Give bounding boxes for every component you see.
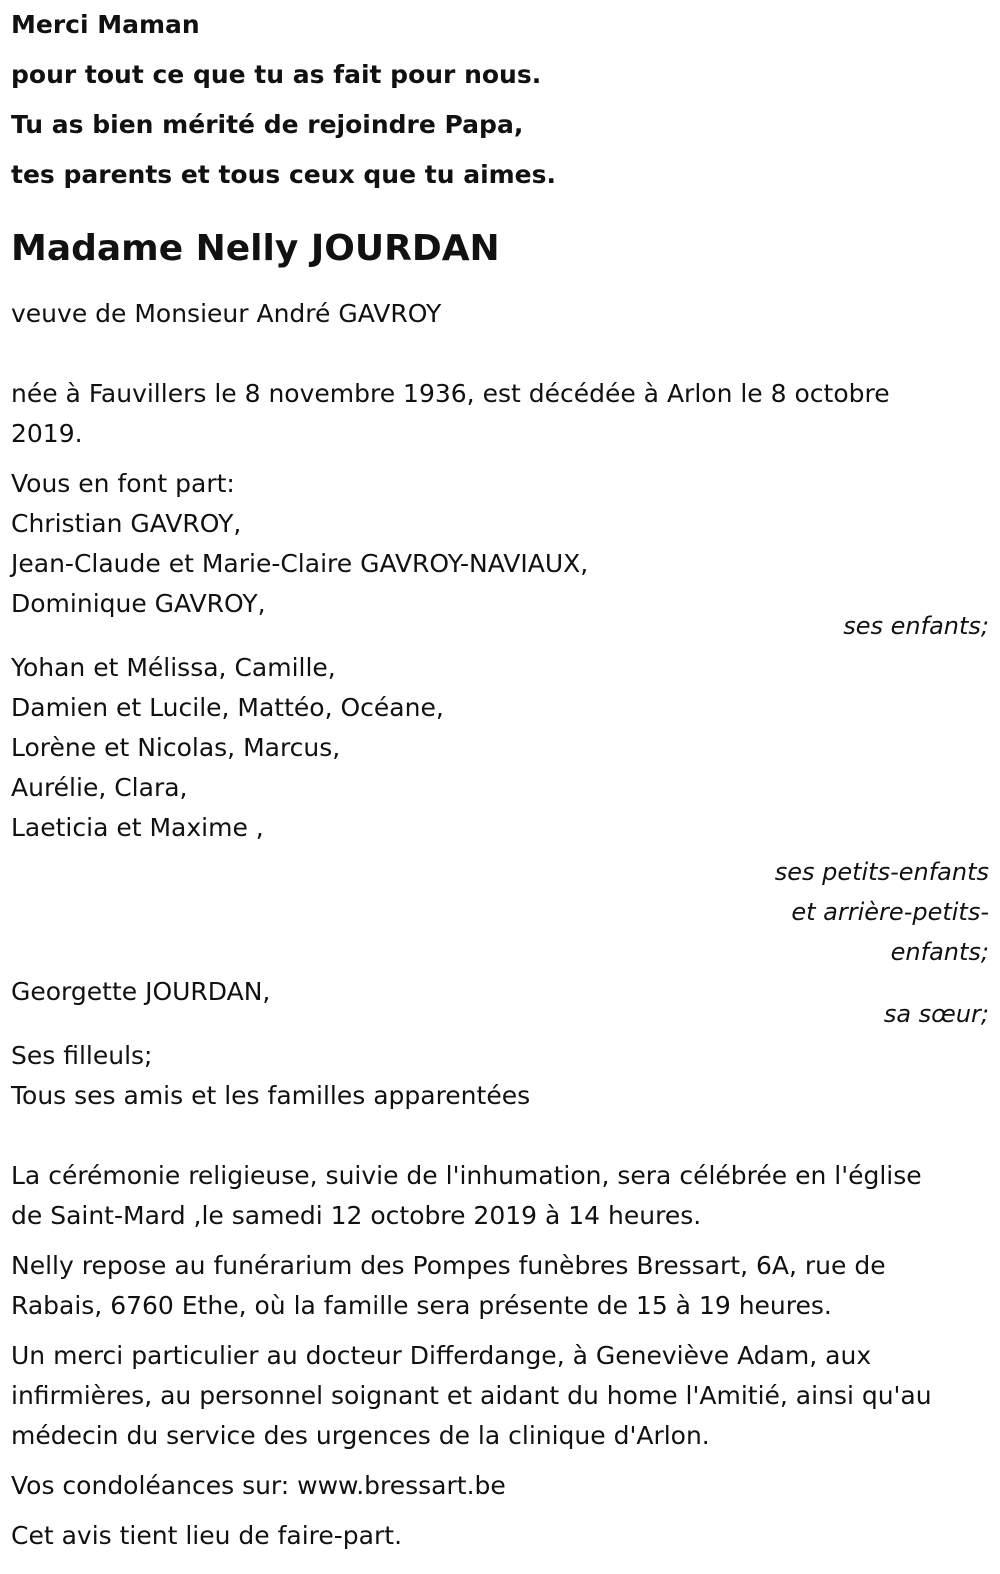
announce-intro: Vous en font part: bbox=[11, 469, 235, 498]
intro-line: Merci Maman bbox=[11, 10, 200, 39]
label-line: ses petits-enfants bbox=[774, 858, 989, 886]
list-item: Yohan et Mélissa, Camille, bbox=[11, 653, 336, 682]
list-item: Ses filleuls; bbox=[11, 1041, 153, 1070]
children-label: ses enfants; bbox=[843, 612, 989, 640]
list-item: Damien et Lucile, Mattéo, Océane, bbox=[11, 693, 444, 722]
rest-line: Rabais, 6760 Ethe, où la famille sera présente de 15 à 19 heures. bbox=[11, 1291, 832, 1320]
thanks-line: infirmières, au personnel soignant et aidant du home l'Amitié, ainsi qu'au bbox=[11, 1381, 932, 1410]
intro-line: pour tout ce que tu as fait pour nous. bbox=[11, 60, 542, 89]
deceased-name: Madame Nelly JOURDAN bbox=[11, 228, 500, 269]
rest-line: Nelly repose au funérarium des Pompes funèbres Bressart, 6A, rue de bbox=[11, 1251, 886, 1280]
list-item: Laeticia et Maxime , bbox=[11, 813, 264, 842]
grandchildren-list bbox=[11, 648, 989, 848]
list-item: Jean-Claude et Marie-Claire GAVROY-NAVIAUX, bbox=[11, 549, 589, 578]
rest-info bbox=[11, 1246, 989, 1326]
list-item: Dominique GAVROY, bbox=[11, 589, 266, 618]
intro-line: Tu as bien mérité de rejoindre Papa, bbox=[11, 110, 524, 139]
sister-name: Georgette JOURDAN, bbox=[11, 977, 271, 1006]
grandchildren-label bbox=[11, 852, 989, 972]
list-item: Tous ses amis et les familles apparentées bbox=[11, 1081, 531, 1110]
label-line: et arrière-petits- bbox=[791, 898, 989, 926]
notice-text: Cet avis tient lieu de faire-part. bbox=[11, 1521, 403, 1550]
condolences-info: Vos condoléances sur: www.bressart.be bbox=[11, 1471, 506, 1500]
birth-death-info: née à Fauvillers le 8 novembre 1936, est décédée à Arlon le 8 octobre 2019. bbox=[11, 379, 890, 448]
thanks-line: Un merci particulier au docteur Differdange, à Geneviève Adam, aux bbox=[11, 1341, 872, 1370]
thanks-info bbox=[11, 1336, 989, 1456]
ceremony-info bbox=[11, 1156, 989, 1236]
list-item: Lorène et Nicolas, Marcus, bbox=[11, 733, 341, 762]
list-item: Aurélie, Clara, bbox=[11, 773, 188, 802]
widow-of: veuve de Monsieur André GAVROY bbox=[11, 299, 442, 328]
ceremony-line: de Saint-Mard ,le samedi 12 octobre 2019 à 14 heures. bbox=[11, 1201, 702, 1230]
sister-label: sa sœur; bbox=[883, 1000, 989, 1028]
intro-message bbox=[11, 0, 989, 200]
label-line: enfants; bbox=[890, 938, 989, 966]
ceremony-line: La cérémonie religieuse, suivie de l'inhumation, sera célébrée en l'église bbox=[11, 1161, 922, 1190]
thanks-line: médecin du service des urgences de la clinique d'Arlon. bbox=[11, 1421, 710, 1450]
intro-line: tes parents et tous ceux que tu aimes. bbox=[11, 160, 557, 189]
obituary-notice bbox=[11, 0, 989, 1556]
others-list bbox=[11, 1036, 989, 1116]
list-item: Christian GAVROY, bbox=[11, 509, 242, 538]
